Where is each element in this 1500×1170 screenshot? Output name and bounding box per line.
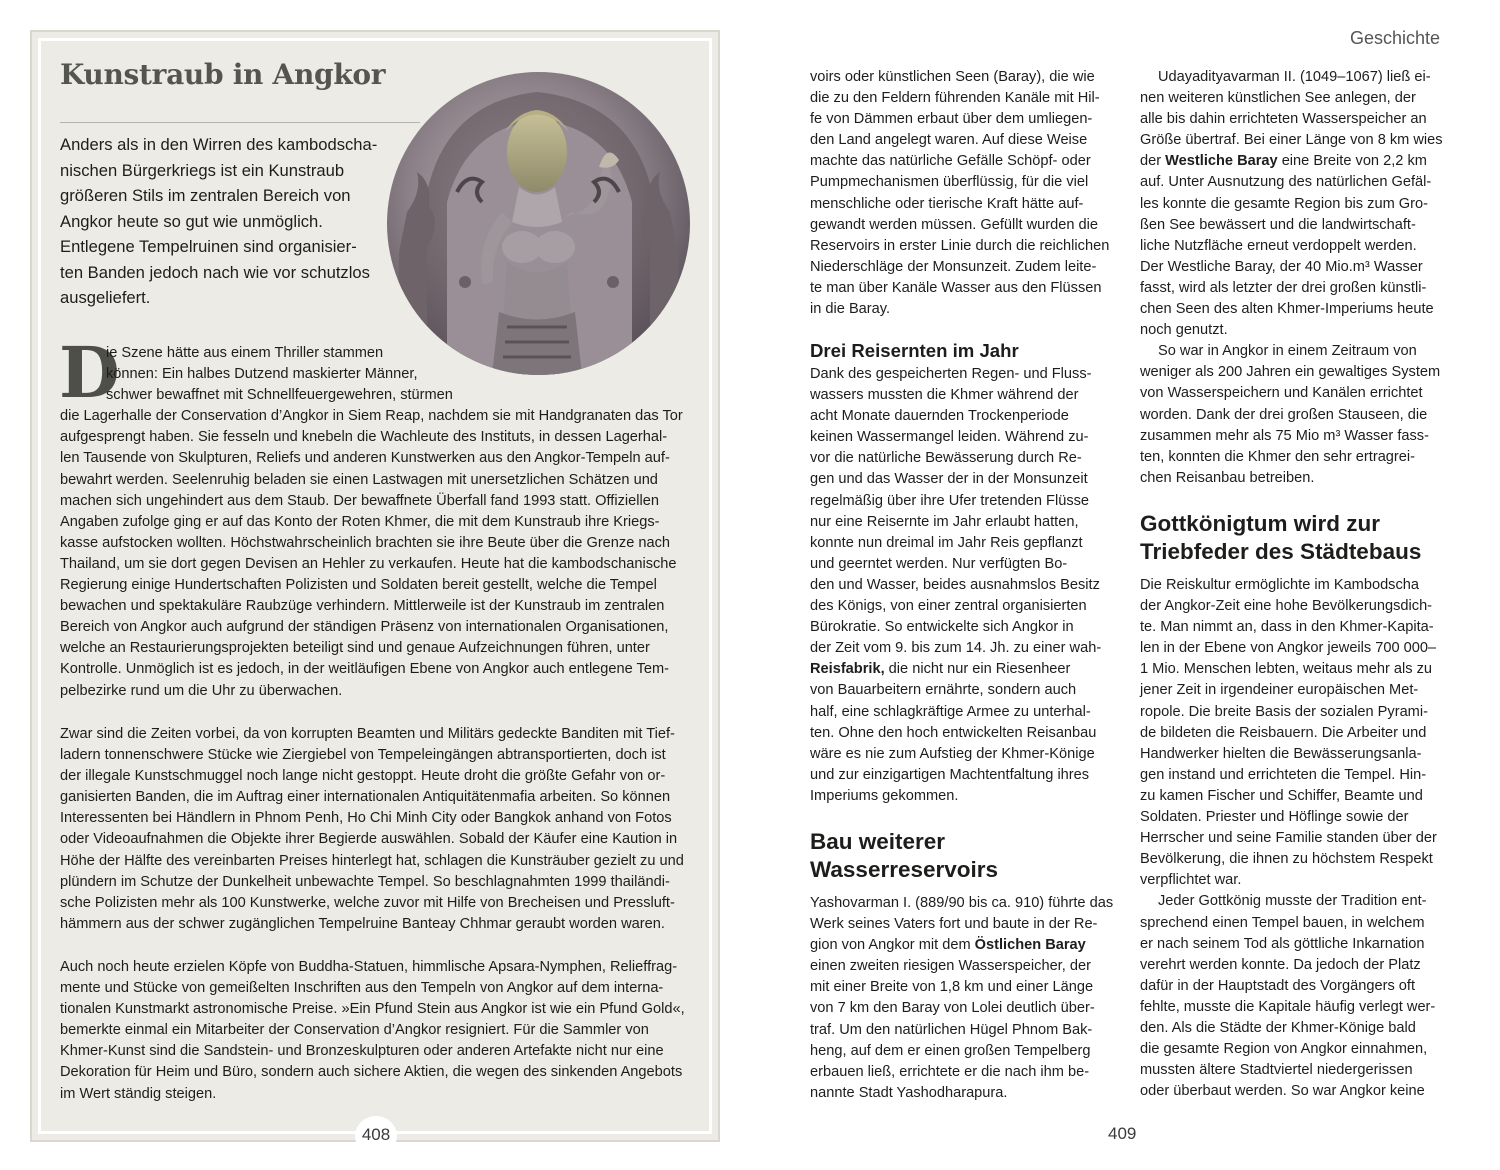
text-line: die zu den Feldern führenden Kanäle mit Hil- [810,90,1100,107]
text-line: alle bis dahin errichteten Wasserspeicher an [1140,111,1427,128]
heading-line: Triebfeder des Städtebaus [1140,539,1422,564]
text-line: Dank des gespeicherten Regen- und Fluss- [810,366,1092,382]
text-line: half, eine schlagkräftige Armee zu unterhal- [810,703,1091,720]
lead-line: ausgeliefert. [60,288,151,307]
text-line: ten, konnten die Khmer den sehr ertragrei- [1140,448,1416,465]
text-line: gen und das Wasser der in der Monsunzeit [810,471,1088,488]
lead-line: Angkor heute so gut wie unmöglich. [60,211,323,231]
text-line: Handwerker hielten die Bewässerungsanla- [1140,745,1422,762]
text-line: Bürokratie. So entwickelte sich Angkor in [810,619,1074,636]
text-fragment: der [1140,153,1166,170]
text-line: in die Baray. [810,301,891,318]
text-line: wassers mussten die Khmer während der [810,387,1079,404]
text-line: te man über Kanäle Wasser aus den Flüssen [810,279,1102,296]
text-line: sche Polizisten mehr als 100 Kunstwerke, welche zuvor mit Hilfe von Brecheisen und Pressluft- [60,894,675,911]
text-line: chen Reisanbau betreiben. [1140,469,1315,486]
text-line: So war in Angkor in einem Zeitraum von [1158,343,1417,360]
text-line: Werk seines Vaters fort und baute in der Re- [810,916,1098,933]
col2-gottkoenigtum [1140,575,1442,1102]
text-line: Reservoirs in erster Linie durch die reichlichen [810,237,1110,254]
text-line: die Lagerhalle der Conservation d’Angkor in Siem Reap, nachdem sie mit Handgranaten das Tor [60,408,683,425]
text-line: Die Reiskultur ermöglichte im Kambodscha [1140,577,1420,593]
text-line: menschliche oder tierische Kraft hätte auf- [810,195,1084,212]
text-line: den. Als die Städte der Khmer-Könige bald [1140,1019,1416,1036]
page-number-left: 408 [355,1116,397,1156]
text-line: ganisierten Banden, die im Auftrag einer internationalen Antiquitätenmafia arbeiten. So können [60,789,671,806]
col1-reisernten [810,364,1112,807]
text-line: der illegale Kunstschmuggel noch lange nicht gestoppt. Heute droht die größte Gefahr von or- [60,768,666,785]
text-line: von Wasserspeichern und Kanälen errichtet [1140,385,1423,402]
text-line: fe von Dämmen erbaut über dem umliegen- [810,111,1093,128]
text-line: oder Videoaufnahmen die Objekte ihrer Begierde auswählen. Sobald der Käufer eine Kaution in [60,831,678,848]
text-line: ie Szene hätte aus einem Thriller stammen [106,345,384,361]
text-line: plündern im Schutze der Dunkelheit unbewachte Tempel. So beschlagnahmten 1999 thailändi- [60,873,670,890]
text-line: 1 Mio. Menschen lebten, weitaus mehr als zu [1140,661,1433,678]
text-line: oder überbaut werden. So war Angkor keine [1140,1083,1425,1100]
text-line: zu kamen Fischer und Schiffer, Beamte und [1140,787,1423,804]
text-line: nur eine Reisernte im Jahr erlaubt hatten, [810,513,1079,530]
text-line: Khmer-Kunst sind die Sandstein- und Bronzeskulpturen oder anderen Artefakte nicht nur eine [60,1043,664,1060]
text-line: Bereich von Angkor auch aufgrund der ständigen Präsenz von internationalen Organisationen, [60,619,669,636]
text-line: den Land angelegt waren. Auf diese Weise [810,132,1088,149]
drop-cap: D [59,331,120,414]
text-line: erbauen ließ, errichtete er die nach ihm be- [810,1063,1090,1080]
text-line: mussten ältere Stadtviertel niedergerissen [1140,1062,1413,1079]
text-line: len in der Ebene von Angkor jeweils 700 000– [1140,640,1437,657]
text-line: gewandt werden müssen. Gefüllt wurden die [810,216,1098,233]
text-line: Auch noch heute erzielen Köpfe von Buddha-Statuen, himmlische Apsara-Nymphen, Relieffrag- [60,959,678,975]
text-line: bewahrt werden. Seelenruhig beladen sie einen Lastwagen mit unersetzlichen Schätzen und [60,471,658,488]
text-line: Kontrolle. Unmöglich ist es jedoch, in der weitläufigen Ebene von Angkor auch entlegene Tem- [60,661,669,678]
text-line: und geerntet werden. Nur verfügten Bo- [810,555,1068,572]
text-line: dafür in der Hauptstadt des Vorgängers oft [1140,977,1416,994]
keyword-westlicher-baray: Westliche Baray [1165,153,1278,170]
text-line: tionalen Kunstmarkt astronomische Preise. »Ein Pfund Stein aus Angkor ist wie ein Pfund Gold«, [60,1001,685,1018]
text-line: Dekoration für Heim und Büro, sondern auch sichere Aktien, die wegen des sinkenden Angebots [60,1064,683,1081]
text-line: Zwar sind die Zeiten vorbei, da von korrupten Beamten und Militärs gedeckte Banditen mit Tief- [60,726,675,742]
text-line [810,659,1112,680]
text-line: heng, auf dem er einen großen Tempelberg [810,1042,1091,1059]
lead-line: Entlegene Tempelruinen sind organisier- [60,237,357,256]
text-line: der Zeit vom 9. bis zum 14. Jh. zu einer wah- [810,640,1102,657]
text-line: im Wert ständig steigen. [60,1085,217,1102]
text-line: chen Seen des alten Khmer-Imperiums heute [1140,301,1434,318]
text-line: worden. Dank der drei großen Stauseen, die [1140,406,1428,423]
text-line: gen instand und errichteten die Tempel. Hin- [1140,766,1427,783]
feature-title: Kunstraub in Angkor [60,58,386,91]
text-line: len Tausende von Skulpturen, Reliefs und anderen Kunstwerken aus den Angkor-Tempeln auf- [60,450,670,467]
feature-paragraph-3 [60,957,690,1105]
page-number-right: 409 [1108,1124,1137,1143]
text-line: ßen See bewässert und die landwirtschaft- [1140,216,1416,233]
text-line: Yashovarman I. (889/90 bis ca. 910) führte das [810,895,1114,911]
text-line: Thailand, um sie dort gegen Devisen an Hehler zu verkaufen. Heute hat die kambodschanische [60,555,677,572]
text-line: te. Man nimmt an, dass in den Khmer-Kapita- [1140,619,1434,636]
text-line: welche an Restaurierungsprojekten beteiligt sind und genaue Aufzeichnungen führen, unter [60,640,650,657]
heading-gottkoenigtum [1140,510,1421,566]
text-line: liche Nutzfläche erneut verdoppelt werden. [1140,237,1417,254]
text-line: Größe übertraf. Bei einer Länge von 8 km wies [1140,132,1443,149]
text-line: einen zweiten riesigen Wasserspeicher, der [810,958,1091,975]
text-line: fehlte, musste die Kapitale häufig verlegt wer- [1140,998,1436,1015]
text-line: bemerkte einmal ein Mitarbeiter der Conservation d’Angkor resigniert. Für die Sammler von [60,1022,649,1039]
feature-paragraph-1 [59,331,690,702]
text-fragment: gion von Angkor mit dem [810,937,975,954]
text-line: fasst, wird als letzter der drei großen künstli- [1140,279,1427,296]
text-line: bewachen und spektakuläre Raubzüge verhindern. Mittlerweile ist der Kunstraub im zentralen [60,598,665,615]
text-line: sprechend einen Tempel bauen, in welchem [1140,914,1425,931]
feature-lead [60,132,378,311]
text-line: Interessenten bei Händlern in Phnom Penh, Ho Chi Minh City oder Bangkok anhand von Fotos [60,810,672,827]
keyword-oestlicher-baray: Östlichen Baray [974,937,1086,954]
text-line: ladern tonnenschwere Stücke wie Ziergiebel von Tempeleingängen abtransportierten, doch ist [60,747,666,764]
title-rule [60,122,420,123]
text-line: hämmern aus der schwer zugänglichen Tempelruine Banteay Chhmar geraubt worden waren. [60,915,665,932]
heading-line: Bau weiterer [810,829,946,854]
text-line: les konnte die gesamte Region bis zum Gro- [1140,195,1428,212]
lead-line: ten Banden jedoch nach wie vor schutzlos [60,262,370,282]
text-line: Herrscher und seine Familie standen über der [1140,830,1437,847]
text-line: noch genutzt. [1140,322,1228,339]
text-line: von 7 km den Baray von Lolei deutlich über- [810,1000,1095,1017]
text-line: er nach seinem Tod als göttliche Inkarnation [1140,935,1425,952]
text-line: Bevölkerung, die ihnen zu höchstem Respekt [1140,851,1433,868]
text-line: Soldaten. Priester und Höflinge sowie der [1140,809,1409,826]
text-line: des Königs, von einer zentral organisierten [810,598,1087,615]
text-line: zusammen mehr als 75 Mio m³ Wasser fass- [1140,427,1429,444]
text-line: nannte Stadt Yashodharapura. [810,1084,1008,1101]
text-line: ropole. Die breite Basis der sozialen Pyrami- [1140,703,1428,720]
text-line: pelbezirke rund um die Uhr zu überwachen. [60,682,343,699]
apsara-relief-photo [387,72,690,375]
running-head: Geschichte [1349,28,1440,48]
text-line: weniger als 200 Jahren ein gewaltiges System [1140,364,1441,381]
text-line: verpflichtet war. [1140,872,1242,889]
text-line: nen weiteren künstlichen See anlegen, der [1140,90,1416,107]
text-line: mit einer Breite von 1,8 km und einer Länge [810,979,1094,996]
text-line: verehrt werden konnte. Da jedoch der Platz [1140,956,1421,973]
text-line: Imperiums gekommen. [810,787,959,804]
text-line: und zur einzigartigen Machtentfaltung ihres [810,766,1090,783]
text-line: Pumpmechanismen überflüssig, für die viel [810,174,1089,191]
text-line: konnte nun dreimal im Jahr Reis gepflanzt [810,534,1083,551]
heading-line: Wasserreservoirs [810,857,999,882]
text-line: Jeder Gottkönig musste der Tradition ent- [1158,893,1427,910]
text-line: wäre es nie zum Aufstieg der Khmer-Könige [810,745,1095,762]
text-line: können: Ein halbes Dutzend maskierter Männer, [106,366,418,383]
text-line: traf. Um den natürlichen Hügel Phnom Bak- [810,1021,1093,1038]
keyword-reisfabrik: Reisfabrik, [810,661,885,678]
text-line: Niederschläge der Monsunzeit. Zudem leite- [810,258,1097,275]
heading-bau-weiterer-wasserreservoirs [810,828,998,884]
text-line: keinen Wassermangel leiden. Während zu- [810,429,1089,446]
text-line: den und Wasser, beides ausnahmslos Besitz [810,576,1100,593]
lead-line: Anders als in den Wirren des kambodscha- [60,135,378,154]
text-line: voirs oder künstlichen Seen (Baray), die wie [810,69,1095,85]
text-line: regelmäßig über ihre Ufer tretenden Flüsse [810,492,1090,509]
text-line [810,935,1112,956]
heading-drei-reisernten: Drei Reisernten im Jahr [810,340,1019,361]
col1-bau [810,893,1112,1104]
text-line: ten. Ohne den hoch entwickelten Reisanbau [810,724,1097,741]
text-line: schwer bewaffnet mit Schnellfeuergewehren, stürmen [106,387,453,404]
text-line: jener Zeit in irgendeiner europäischen Met- [1140,682,1419,699]
text-line: machte das natürliche Gefälle Schöpf- oder [810,153,1091,170]
text-line: auf. Unter Ausnutzung des natürlichen Gefäl- [1140,174,1432,191]
col1-top [810,67,1112,320]
text-line: aufgesprengt haben. Sie fesseln und knebeln die Wachleute des Instituts, in dessen Lagerhal- [60,429,668,446]
heading-line: Gottkönigtum wird zur [1140,511,1380,536]
text-line: machen sich ungehindert aus dem Staub. Der bewaffnete Überfall fand 1993 statt. Offiziellen [60,492,659,509]
text-line: Der Westliche Baray, der 40 Mio.m³ Wasser [1140,258,1423,275]
col2-top [1140,67,1442,489]
text-line [1140,151,1442,172]
text-line: Höhe der Hälfte des vereinbarten Preises hinterlegt hat, schlagen die Kunsträuber gezielt zu und [60,852,684,869]
text-line: der Angkor-Zeit eine hohe Bevölkerungsdich- [1140,598,1433,615]
text-line: de bildeten die Reisbauern. Die Arbeiter und [1140,724,1427,741]
text-line: von Bauarbeitern ernährte, sondern auch [810,682,1077,699]
text-fragment: die nicht nur ein Riesenheer [884,661,1071,678]
text-line: mente und Stücke von gemeißelten Inschriften aus den Tempeln von Angkor auf dem interna- [60,980,664,997]
text-line: kasse aufstocken wollten. Höchstwahrscheinlich brachten sie ihre Beute über die Grenze nach [60,534,671,551]
text-line: die gesamte Region von Angkor einnahmen, [1140,1041,1428,1058]
text-fragment: eine Breite von 2,2 km [1277,153,1427,170]
text-line: acht Monate dauernden Trockenperiode [810,408,1069,425]
lead-line: nischen Bürgerkriegs ist ein Kunstraub [60,160,345,180]
lead-line: größeren Stils im zentralen Bereich von [60,186,351,205]
text-line: Angaben zufolge ging er auf das Konto der Roten Khmer, die mit dem Kunstraub ihre Kriegs- [60,513,660,530]
text-line: vor die natürliche Bewässerung durch Re- [810,450,1082,467]
text-line: Regierung einige Hundertschaften Polizisten und Soldaten bereit gestellt, welche die Tempel [60,577,657,594]
text-line: Udayadityavarman II. (1049–1067) ließ ei- [1158,69,1431,85]
feature-paragraph-2 [60,724,690,935]
apsara-relief-icon [387,72,690,375]
